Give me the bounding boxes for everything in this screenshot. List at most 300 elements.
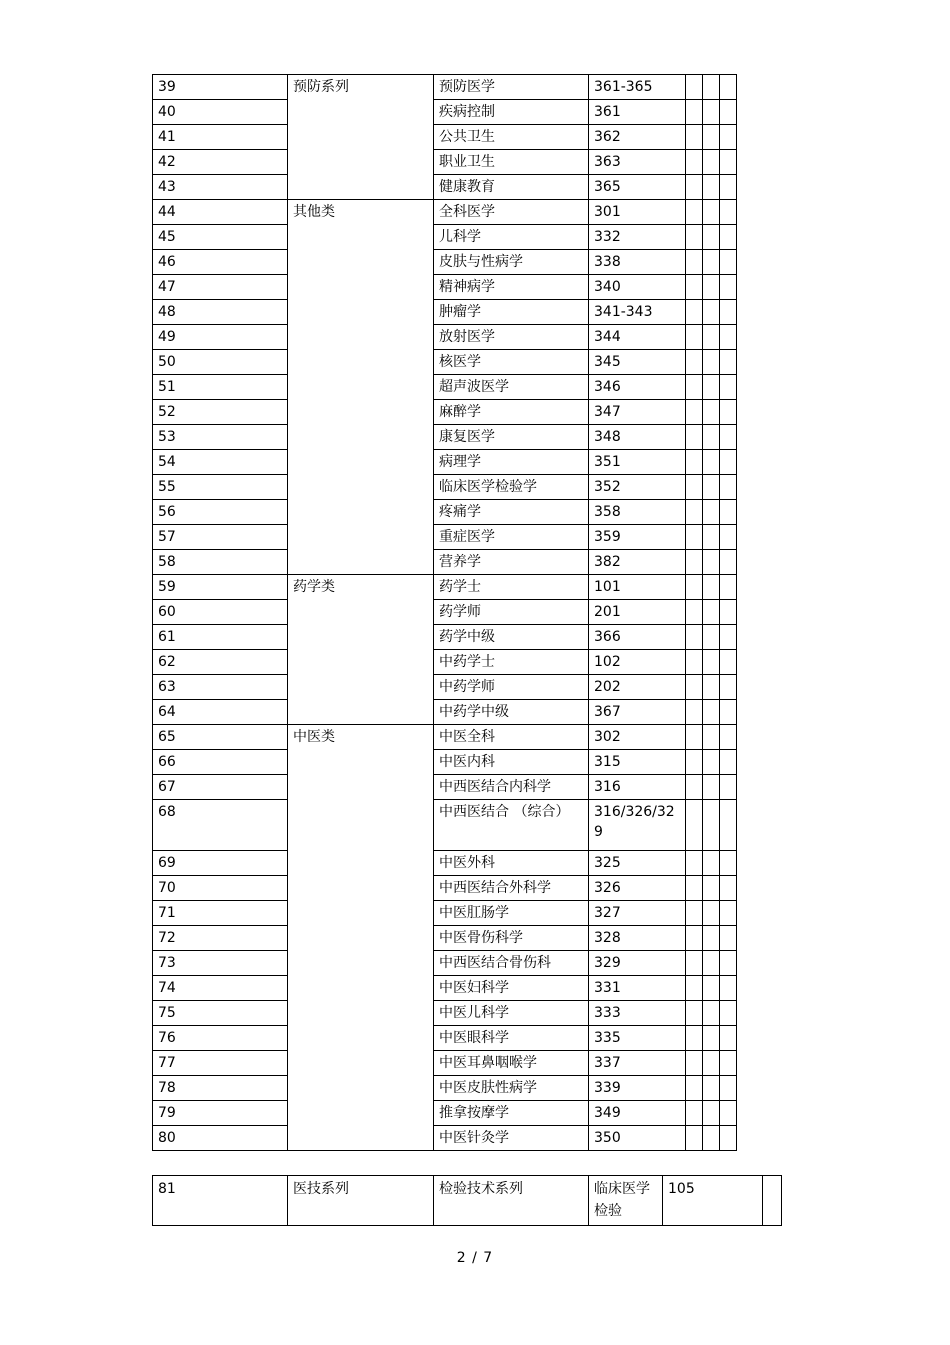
specialty-code: 315 [589,750,686,775]
specialty-name: 公共卫生 [434,125,589,150]
row-number: 51 [153,375,288,400]
empty-cell [703,1051,720,1076]
specialty-table-last-row [152,1175,782,1226]
specialty-code: 359 [589,525,686,550]
specialty-name: 药学师 [434,600,589,625]
table-row [153,575,737,600]
empty-cell [686,750,703,775]
specialty-code: 361 [589,100,686,125]
empty-cell [703,400,720,425]
specialty-code: 335 [589,1026,686,1051]
table-row [153,800,737,851]
empty-cell [720,450,737,475]
row-number: 67 [153,775,288,800]
empty-cell [720,475,737,500]
row-number: 60 [153,600,288,625]
empty-cell [703,876,720,901]
empty-cell [686,325,703,350]
empty-cell [703,550,720,575]
specialty-code: 351 [589,450,686,475]
table-row [153,1026,737,1051]
specialty-name: 中医耳鼻咽喉学 [434,1051,589,1076]
category-group: 药学类 [288,575,434,725]
specialty-code: 202 [589,675,686,700]
specialty-name: 全科医学 [434,200,589,225]
specialty-name: 营养学 [434,550,589,575]
specialty-table [152,74,737,1151]
empty-cell [703,475,720,500]
row-number: 58 [153,550,288,575]
empty-cell [686,425,703,450]
row-number: 72 [153,926,288,951]
empty-cell [720,951,737,976]
empty-cell [686,650,703,675]
specialty-code: 332 [589,225,686,250]
specialty-code: 345 [589,350,686,375]
row-number: 78 [153,1076,288,1101]
empty-cell [703,725,720,750]
table-row [153,200,737,225]
empty-cell [720,1076,737,1101]
specialty-name: 职业卫生 [434,150,589,175]
specialty-name: 肿瘤学 [434,300,589,325]
subcategory-name: 检验技术系列 [434,1176,589,1226]
row-number: 62 [153,650,288,675]
table-row [153,550,737,575]
empty-cell [686,200,703,225]
specialty-code: 352 [589,475,686,500]
specialty-code: 331 [589,976,686,1001]
empty-cell [686,976,703,1001]
specialty-name: 核医学 [434,350,589,375]
empty-cell [686,725,703,750]
empty-cell [703,650,720,675]
specialty-code: 302 [589,725,686,750]
specialty-name: 中西医结合外科学 [434,876,589,901]
empty-cell [686,1026,703,1051]
empty-cell [703,775,720,800]
empty-cell [686,675,703,700]
empty-cell [720,175,737,200]
table-row [153,225,737,250]
empty-cell [686,800,703,851]
empty-cell [703,926,720,951]
row-number: 73 [153,951,288,976]
row-number: 42 [153,150,288,175]
row-number: 44 [153,200,288,225]
empty-cell [720,725,737,750]
specialty-code: 349 [589,1101,686,1126]
empty-cell [703,1026,720,1051]
table-row [153,700,737,725]
row-number: 54 [153,450,288,475]
specialty-name: 超声波医学 [434,375,589,400]
specialty-code: 101 [589,575,686,600]
empty-cell [703,851,720,876]
empty-cell [703,450,720,475]
empty-cell [720,525,737,550]
specialty-code: 340 [589,275,686,300]
table-row [153,1051,737,1076]
empty-cell [703,100,720,125]
empty-cell [703,125,720,150]
table-row [153,375,737,400]
empty-cell [703,200,720,225]
specialty-name: 疾病控制 [434,100,589,125]
table-row [153,350,737,375]
row-number: 55 [153,475,288,500]
row-number: 48 [153,300,288,325]
row-number: 61 [153,625,288,650]
specialty-code: 201 [589,600,686,625]
table-row [153,951,737,976]
row-number: 77 [153,1051,288,1076]
empty-cell [703,275,720,300]
page-number: 2 / 7 [456,1250,494,1266]
empty-cell [720,325,737,350]
table-row [153,600,737,625]
empty-cell [703,976,720,1001]
empty-cell [703,375,720,400]
empty-cell [720,600,737,625]
empty-cell [703,325,720,350]
row-number: 53 [153,425,288,450]
empty-cell [703,750,720,775]
specialty-code: 367 [589,700,686,725]
table-row [153,1076,737,1101]
specialty-code: 339 [589,1076,686,1101]
empty-cell [720,500,737,525]
row-number: 66 [153,750,288,775]
table-row [153,400,737,425]
row-number: 56 [153,500,288,525]
empty-cell [720,976,737,1001]
row-number: 74 [153,976,288,1001]
empty-cell [703,500,720,525]
table-row [153,325,737,350]
empty-cell [720,700,737,725]
empty-cell [703,1126,720,1151]
empty-cell [686,75,703,100]
empty-cell [703,1101,720,1126]
empty-cell [720,800,737,851]
empty-cell [703,225,720,250]
row-number: 70 [153,876,288,901]
table-row [153,1101,737,1126]
empty-cell [720,75,737,100]
empty-cell [686,550,703,575]
empty-cell [686,125,703,150]
empty-cell [720,150,737,175]
table-row [153,500,737,525]
row-number: 43 [153,175,288,200]
empty-cell [686,250,703,275]
category-group: 医技系列 [288,1176,434,1226]
empty-cell [720,100,737,125]
specialty-code: 102 [589,650,686,675]
specialty-name: 中西医结合 （综合） [434,800,589,851]
row-number: 52 [153,400,288,425]
row-number: 46 [153,250,288,275]
table-row [153,475,737,500]
table-row [153,675,737,700]
empty-cell [686,775,703,800]
specialty-code: 341-343 [589,300,686,325]
table-row [153,976,737,1001]
table-row [153,650,737,675]
specialty-name: 病理学 [434,450,589,475]
empty-cell [720,400,737,425]
empty-cell [720,876,737,901]
specialty-code: 361-365 [589,75,686,100]
empty-cell [686,575,703,600]
empty-cell [703,901,720,926]
row-number: 81 [153,1176,288,1226]
empty-cell [686,1101,703,1126]
empty-cell [686,625,703,650]
empty-cell [720,775,737,800]
row-number: 76 [153,1026,288,1051]
empty-cell [686,876,703,901]
specialty-name: 健康教育 [434,175,589,200]
specialty-name: 放射医学 [434,325,589,350]
specialty-code: 347 [589,400,686,425]
empty-cell [686,500,703,525]
empty-cell [720,750,737,775]
empty-cell [686,901,703,926]
table-row [153,300,737,325]
specialty-code: 363 [589,150,686,175]
empty-cell [686,1001,703,1026]
row-number: 49 [153,325,288,350]
specialty-name: 中医内科 [434,750,589,775]
empty-cell [720,1051,737,1076]
specialty-code: 326 [589,876,686,901]
empty-cell [720,275,737,300]
specialty-name: 中西医结合骨伤科 [434,951,589,976]
empty-cell [686,225,703,250]
table-row [153,1001,737,1026]
empty-cell [720,1126,737,1151]
empty-cell [763,1176,782,1226]
empty-cell [703,300,720,325]
specialty-code: 382 [589,550,686,575]
empty-cell [686,375,703,400]
specialty-code: 337 [589,1051,686,1076]
specialty-name: 儿科学 [434,225,589,250]
empty-cell [720,425,737,450]
empty-cell [720,650,737,675]
category-group: 中医类 [288,725,434,1151]
row-number: 65 [153,725,288,750]
specialty-name: 麻醉学 [434,400,589,425]
table-row [153,625,737,650]
empty-cell [703,1076,720,1101]
table-row [153,725,737,750]
specialty-code: 358 [589,500,686,525]
empty-cell [720,1101,737,1126]
empty-cell [720,550,737,575]
row-number: 79 [153,1101,288,1126]
empty-cell [720,350,737,375]
empty-cell [686,275,703,300]
empty-cell [720,300,737,325]
empty-cell [686,100,703,125]
empty-cell [703,1001,720,1026]
specialty-name: 临床医学检验 [589,1176,663,1226]
empty-cell [703,525,720,550]
specialty-name: 中药学士 [434,650,589,675]
specialty-name: 重症医学 [434,525,589,550]
empty-cell [686,175,703,200]
row-number: 69 [153,851,288,876]
row-number: 71 [153,901,288,926]
empty-cell [720,1001,737,1026]
empty-cell [686,926,703,951]
table-row [153,75,737,100]
empty-cell [703,600,720,625]
empty-cell [720,225,737,250]
specialty-name: 中医针灸学 [434,1126,589,1151]
specialty-name: 疼痛学 [434,500,589,525]
row-number: 59 [153,575,288,600]
table-row [153,901,737,926]
table-row [153,750,737,775]
empty-cell [703,625,720,650]
specialty-name: 中医妇科学 [434,976,589,1001]
empty-cell [720,901,737,926]
specialty-name: 中医骨伤科学 [434,926,589,951]
specialty-name: 中医外科 [434,851,589,876]
specialty-name: 中医皮肤性病学 [434,1076,589,1101]
specialty-name: 中医肛肠学 [434,901,589,926]
table-row [153,250,737,275]
specialty-code: 362 [589,125,686,150]
row-number: 45 [153,225,288,250]
empty-cell [703,800,720,851]
table-row [153,775,737,800]
empty-cell [703,350,720,375]
table-row [153,450,737,475]
empty-cell [686,150,703,175]
specialty-code: 344 [589,325,686,350]
empty-cell [686,600,703,625]
empty-cell [720,375,737,400]
specialty-name: 临床医学检验学 [434,475,589,500]
table-row [153,1176,782,1226]
specialty-name: 中药学师 [434,675,589,700]
empty-cell [720,575,737,600]
specialty-name: 中西医结合内科学 [434,775,589,800]
empty-cell [703,675,720,700]
row-number: 63 [153,675,288,700]
specialty-code: 316/326/329 [589,800,686,851]
row-number: 68 [153,800,288,851]
empty-cell [686,851,703,876]
specialty-name: 药学士 [434,575,589,600]
empty-cell [686,951,703,976]
empty-cell [720,675,737,700]
specialty-code: 316 [589,775,686,800]
empty-cell [703,951,720,976]
empty-cell [686,1051,703,1076]
empty-cell [703,75,720,100]
specialty-name: 药学中级 [434,625,589,650]
empty-cell [720,200,737,225]
empty-cell [686,350,703,375]
specialty-code: 366 [589,625,686,650]
empty-cell [720,851,737,876]
empty-cell [686,700,703,725]
table-row [153,926,737,951]
specialty-code: 346 [589,375,686,400]
specialty-code: 365 [589,175,686,200]
row-number: 57 [153,525,288,550]
table-row [153,125,737,150]
row-number: 41 [153,125,288,150]
specialty-name: 皮肤与性病学 [434,250,589,275]
specialty-code: 338 [589,250,686,275]
row-number: 75 [153,1001,288,1026]
table-row [153,876,737,901]
row-number: 64 [153,700,288,725]
empty-cell [720,1026,737,1051]
empty-cell [686,1076,703,1101]
specialty-code: 327 [589,901,686,926]
row-number: 40 [153,100,288,125]
specialty-code: 325 [589,851,686,876]
table-row [153,150,737,175]
specialty-code: 301 [589,200,686,225]
row-number: 50 [153,350,288,375]
empty-cell [703,425,720,450]
specialty-name: 预防医学 [434,75,589,100]
specialty-name: 康复医学 [434,425,589,450]
empty-cell [686,475,703,500]
empty-cell [686,300,703,325]
row-number: 39 [153,75,288,100]
empty-cell [720,250,737,275]
specialty-name: 中药学中级 [434,700,589,725]
specialty-code: 348 [589,425,686,450]
empty-cell [686,400,703,425]
empty-cell [703,575,720,600]
specialty-code: 105 [663,1176,763,1226]
empty-cell [686,525,703,550]
table-row [153,100,737,125]
empty-cell [720,125,737,150]
empty-cell [703,250,720,275]
empty-cell [703,175,720,200]
specialty-code: 329 [589,951,686,976]
empty-cell [720,625,737,650]
empty-cell [703,150,720,175]
row-number: 80 [153,1126,288,1151]
category-group: 其他类 [288,200,434,575]
empty-cell [703,700,720,725]
table-row [153,851,737,876]
table-row [153,525,737,550]
row-number: 47 [153,275,288,300]
specialty-code: 328 [589,926,686,951]
empty-cell [686,1126,703,1151]
table-row [153,275,737,300]
table-row [153,175,737,200]
specialty-name: 中医眼科学 [434,1026,589,1051]
specialty-name: 精神病学 [434,275,589,300]
table-row [153,1126,737,1151]
category-group: 预防系列 [288,75,434,200]
